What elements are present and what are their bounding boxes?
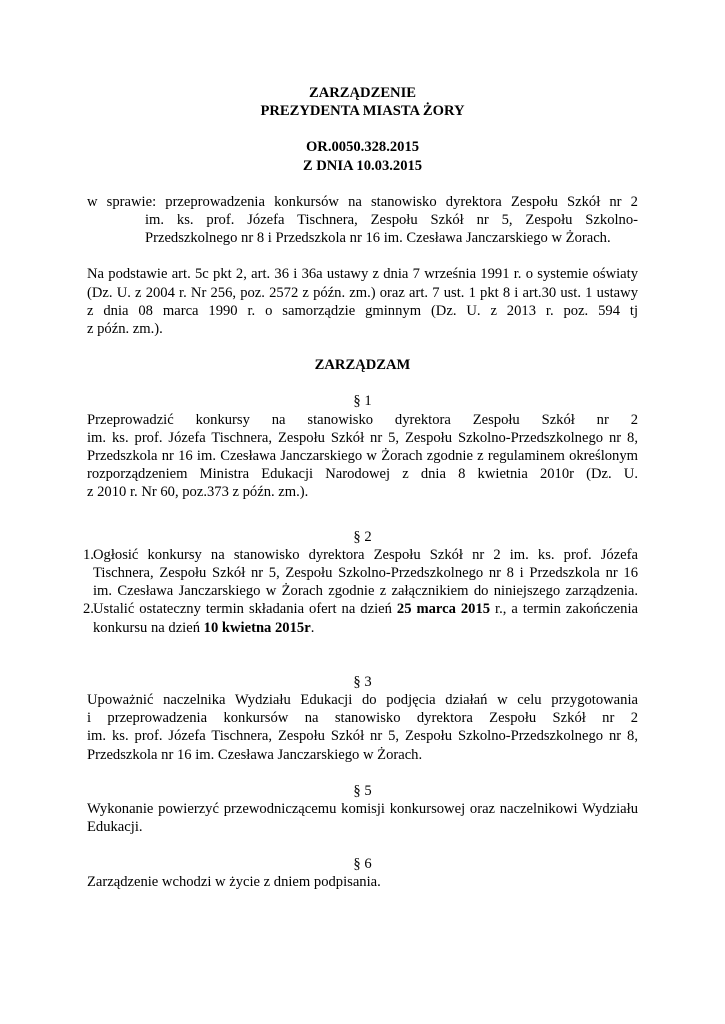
section-1-line-5: z 2010 r. Nr 60, poz.373 z późn. zm.).	[87, 484, 309, 501]
document-title: ZARZĄDZENIE	[308, 85, 417, 101]
subject-label: w sprawie:	[87, 193, 157, 210]
legal-basis-line-2: (Dz. U. z 2004 r. Nr 256, poz. 2572 z późn. zm.) oraz art. 7 ust. 1 pkt 8 i art.30 ust. 1 ustawy	[87, 284, 638, 301]
item-2-line-2-end: .	[310, 619, 315, 636]
legal-basis-line-3: z dnia 08 marca 1990 r. o samorządzie gminnym (Dz. U. z 2013 r. poz. 594 tj	[87, 302, 638, 319]
legal-basis	[87, 265, 638, 338]
section-3-line-4: Przedszkola nr 16 im. Czesława Janczarskiego w Żorach.	[87, 746, 423, 763]
section-6	[87, 855, 638, 891]
section-6-line-1: Zarządzenie wchodzi w życie z dniem podpisania.	[87, 873, 381, 890]
section-3-number: § 3	[353, 673, 372, 690]
item-1-line-1: Ogłosić konkursy na stanowisko dyrektora Zespołu Szkół nr 2 im. ks. prof. Józefa	[93, 546, 638, 563]
section-2-item-2	[83, 600, 638, 618]
item-2-number: 2.	[83, 601, 94, 618]
subject-line-2: im. ks. prof. Józefa Tischnera, Zespołu Szkół nr 5, Zespołu Szkolno-	[145, 212, 638, 229]
section-2	[83, 528, 638, 637]
document-number: OR.0050.328.2015	[305, 139, 420, 156]
subject-line-1: przeprowadzenia konkursów na stanowisko dyrektora Zespołu Szkół nr 2	[165, 193, 638, 210]
section-1-number: § 1	[353, 393, 372, 410]
section-6-number: § 6	[353, 855, 372, 872]
item-1-number: 1.	[83, 546, 94, 563]
section-5-line-2: Edukacji.	[87, 819, 143, 836]
document-date: Z DNIA 10.03.2015	[302, 157, 423, 174]
section-1-line-1: Przeprowadzić konkursy na stanowisko dyrektora Zespołu Szkół nr 2	[87, 411, 638, 428]
document-content	[83, 84, 638, 891]
section-3-line-2: i przeprowadzenia konkursów na stanowisko dyrektora Zespołu Szkół nr 2	[87, 710, 638, 727]
offer-deadline-date: 25 marca 2015	[396, 601, 491, 618]
section-3	[87, 673, 638, 764]
section-1	[87, 392, 638, 501]
item-2-text-mid: r., a termin zakończenia	[490, 601, 638, 618]
decree-heading: ZARZĄDZAM	[314, 357, 411, 374]
item-1-line-3: im. Czesława Janczarskiego w Żorach zgodnie z załącznikiem do niniejszego zarządzenia.	[93, 583, 638, 600]
contest-end-date: 10 kwietna 2015r	[203, 619, 311, 636]
subject-block	[87, 193, 638, 248]
section-1-line-4: rozporządzeniem Ministra Edukacji Narodowej z dnia 8 kwietnia 2010r (Dz. U.	[87, 466, 638, 483]
item-1-line-2: Tischnera, Zespołu Szkół nr 5, Zespołu Szkolno-Przedszkolnego nr 8 i Przedszkola nr 16	[93, 565, 638, 582]
item-2-line-2	[83, 619, 638, 637]
item-2-line-2-start: konkursu na dzień	[93, 619, 204, 636]
section-1-line-3: Przedszkola nr 16 im. Czesława Janczarskiego w Żorach zgodnie z regulaminem określonym	[87, 448, 638, 465]
legal-basis-line-1: Na podstawie art. 5c pkt 2, art. 36 i 36a ustawy z dnia 7 września 1991 r. o systemie oświaty	[87, 266, 638, 283]
section-2-item-1	[83, 546, 638, 564]
section-3-line-3: im. ks. prof. Józefa Tischnera, Zespołu Szkół nr 5, Zespołu Szkolno-Przedszkolnego nr 8,	[87, 728, 638, 745]
section-1-line-2: im. ks. prof. Józefa Tischnera, Zespołu Szkół nr 5, Zespołu Szkolno-Przedszkolnego nr 8,	[87, 429, 638, 446]
section-5-line-1: Wykonanie powierzyć przewodniczącemu komisji konkursowej oraz naczelnikowi Wydziału	[87, 801, 638, 818]
document-issuer: PREZYDENTA MIASTA ŻORY	[260, 103, 465, 120]
item-2-text-start: Ustalić ostateczny termin składania ofert na dzień	[93, 601, 397, 618]
section-5	[87, 782, 638, 837]
section-3-line-1: Upoważnić naczelnika Wydziału Edukacji do podjęcia działań w celu przygotowania	[87, 692, 638, 709]
subject-line-3: Przedszkolnego nr 8 i Przedszkola nr 16 im. Czesława Janczarskiego w Żorach.	[145, 230, 611, 247]
legal-basis-line-4: z późn. zm.).	[87, 321, 163, 338]
section-5-number: § 5	[353, 782, 372, 799]
section-2-number: § 2	[353, 528, 372, 545]
